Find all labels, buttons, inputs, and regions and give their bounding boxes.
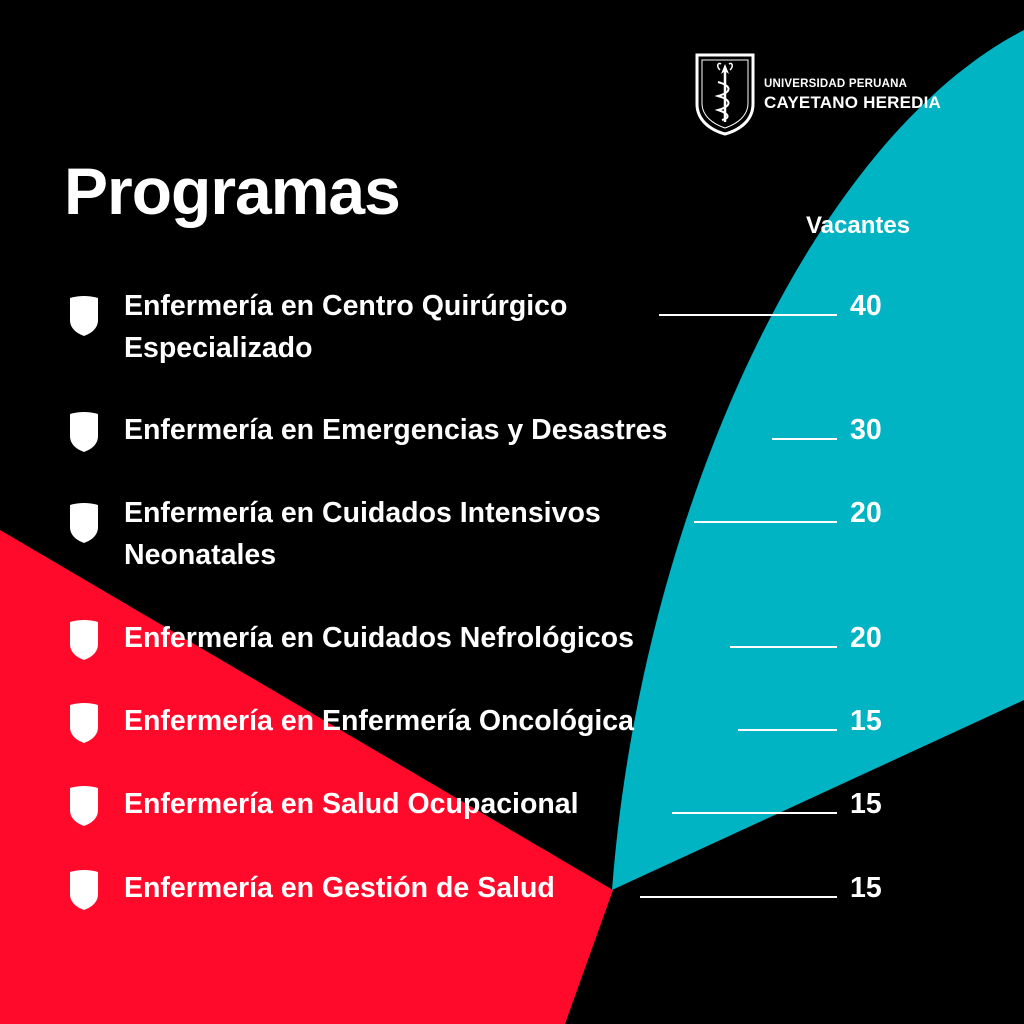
leader-line <box>659 314 837 316</box>
program-name: Enfermería en Salud Ocupacional <box>124 788 579 820</box>
program-vacantes: 20 <box>850 497 882 529</box>
teal-shape <box>612 30 1024 890</box>
university-name-line1: UNIVERSIDAD PERUANA <box>764 78 908 90</box>
leader-line <box>640 896 837 898</box>
leader-line <box>730 646 837 648</box>
program-name: Enfermería en Cuidados Nefrológicos <box>124 622 634 654</box>
program-name: Enfermería en Cuidados Intensivos <box>124 497 601 529</box>
program-name: Enfermería en Enfermería Oncológica <box>124 705 635 737</box>
leader-line <box>772 438 837 440</box>
leader-line <box>672 812 837 814</box>
program-vacantes: 15 <box>850 705 882 737</box>
page-title: Programas <box>64 154 400 228</box>
vacantes-header: Vacantes <box>806 212 911 239</box>
shield-icon <box>68 619 100 661</box>
university-logo <box>694 52 984 136</box>
program-name: Enfermería en Gestión de Salud <box>124 872 555 904</box>
shield-icon <box>68 785 100 827</box>
program-vacantes: 15 <box>850 788 882 820</box>
shield-icon <box>68 869 100 911</box>
university-name-line2: CAYETANO HEREDIA <box>764 93 942 112</box>
program-vacantes: 40 <box>850 290 882 322</box>
program-vacantes: 20 <box>850 622 882 654</box>
leader-line <box>738 729 837 731</box>
program-name-continued: Especializado <box>124 332 313 364</box>
program-name: Enfermería en Emergencias y Desastres <box>124 414 668 446</box>
program-name-continued: Neonatales <box>124 539 277 571</box>
shield-icon <box>68 295 100 337</box>
program-vacantes: 15 <box>850 872 882 904</box>
shield-icon <box>68 702 100 744</box>
program-name: Enfermería en Centro Quirúrgico <box>124 290 568 322</box>
shield-icon <box>68 502 100 544</box>
program-vacantes: 30 <box>850 414 882 446</box>
crest-icon <box>694 52 756 136</box>
leader-line <box>694 521 837 523</box>
red-shape <box>0 530 613 1024</box>
shield-icon <box>68 411 100 453</box>
